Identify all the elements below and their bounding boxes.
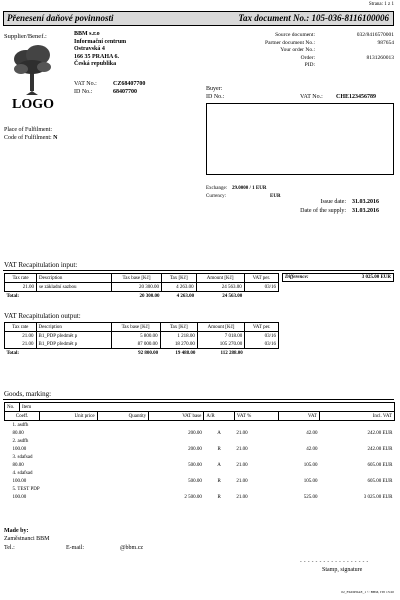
table-row: 21.00 B1_PDP předmět p 87 000.00 18 270.00 105 270.00 03/16 bbox=[5, 340, 279, 349]
goods-values-row: 80.00 200.00 A 21.00 42.00 242.00 EUR bbox=[12, 430, 393, 436]
your-order-label: Your order No.: bbox=[280, 47, 315, 53]
place-label: Place of Fulfilment: bbox=[4, 127, 52, 133]
tax-document-number: Tax document No.: 105-036-8116100006 bbox=[238, 13, 389, 23]
made-by-label: Made by: bbox=[4, 528, 29, 534]
goods-item-row: 5. TEST PDP bbox=[12, 486, 40, 492]
order-value: 8131260013 bbox=[366, 54, 394, 61]
vat-input-table bbox=[4, 273, 279, 300]
col-vat-rate: VAT % bbox=[234, 412, 278, 421]
document-header bbox=[3, 11, 394, 26]
document-title: Přenesení daňové povinnosti bbox=[7, 13, 114, 23]
goods-table bbox=[4, 402, 395, 501]
col-vat-period: VAT per. bbox=[244, 274, 278, 283]
goods-values-row: 100.00 2 500.00 R 21.00 525.00 3 025.00 EUR bbox=[12, 494, 393, 500]
supplier-line4: 166 35 PRAHA 6. bbox=[74, 53, 119, 60]
issue-date: 31.03.2016 bbox=[352, 199, 379, 205]
buyer-address-box bbox=[206, 103, 394, 175]
col-quantity: Quantity bbox=[97, 412, 149, 421]
col-no: No. bbox=[5, 403, 20, 412]
your-order-value bbox=[320, 47, 394, 55]
total-row: Total: 20 300.00 4 263.00 24 563.00 bbox=[5, 292, 279, 301]
difference-label: Difference: bbox=[285, 275, 309, 280]
supplier-name: BBM s.r.o bbox=[74, 31, 100, 37]
code-value: N bbox=[53, 135, 58, 141]
goods-values-row: 100.00 500.00 R 21.00 105.00 605.00 EUR bbox=[12, 478, 393, 484]
total-row: Total: 92 800.00 19 488.00 112 288.00 bbox=[5, 349, 279, 358]
supply-date: 31.03.2016 bbox=[352, 208, 379, 214]
vat-output-title: VAT Recapitulation output: bbox=[4, 312, 81, 320]
exchange-label: Exchange: bbox=[206, 186, 228, 191]
goods-item-row: 4. sdafsad bbox=[12, 470, 33, 476]
goods-item-row: 1. asdfh bbox=[12, 422, 29, 428]
supplier-address bbox=[74, 31, 126, 69]
footer-code: 02_FKDPDAE_1 © BBM, IT0 13:20 bbox=[341, 590, 394, 594]
col-unit-price: Unit price bbox=[40, 412, 98, 421]
table-row: 21.00 se základní sazbou 20 300.00 4 263.00 24 563.00 03/16 bbox=[5, 283, 279, 292]
difference-value: 3 025.00 EUR bbox=[361, 275, 391, 280]
supplier-id: 68407700 bbox=[113, 89, 137, 95]
docinfo-labels bbox=[215, 32, 315, 70]
goods-values-row: 80.00 500.00 A 21.00 105.00 605.00 EUR bbox=[12, 462, 393, 468]
buyer-id-label: ID No.: bbox=[206, 94, 225, 100]
goods-item-row: 3. sdafsad bbox=[12, 454, 33, 460]
page-number: Strana: 1 z 1 bbox=[368, 2, 394, 7]
col-coeff: Coeff. bbox=[5, 412, 40, 421]
goods-item-row: 2. asdfh bbox=[12, 438, 29, 444]
supplier-vat-label: VAT No.: bbox=[74, 81, 97, 87]
vat-output-table: Tax rate Description Tax base [Kč] Tax [Kč] Amount [Kč] VAT per. 21.00 B1_PDP předmět p 5 800.00 1 218.00 7 018.00 03/16 21.00 B1_PDP předmět p 87 000.00 18 270.00 105 270.00 03/16 Total: 92 800.00 19 488.00 112 288.00 bbox=[4, 322, 279, 357]
col-tax-rate: Tax rate bbox=[5, 274, 37, 283]
buyer-label: Buyer: bbox=[206, 86, 223, 92]
logo-text: LOGO bbox=[12, 97, 55, 112]
order-label: Order: bbox=[300, 54, 315, 61]
col-vat: VAT bbox=[279, 412, 320, 421]
code-label: Code of Fulfilment: bbox=[4, 135, 52, 141]
source-document-label: Source document: bbox=[275, 32, 315, 38]
stamp-label: Stamp, signature bbox=[322, 567, 363, 573]
col-amount: Amount [Kč] bbox=[196, 274, 244, 283]
buyer-vat: CHE123456789 bbox=[336, 94, 377, 100]
currency-value: EUR bbox=[270, 194, 281, 199]
goods-title: Goods, marking: bbox=[4, 390, 52, 398]
partner-document-label: Partner document No.: bbox=[265, 39, 315, 46]
supplier-vat: CZ68407700 bbox=[113, 81, 146, 87]
signature-line: - - - - - - - - - - - - - - - - - - bbox=[300, 560, 369, 565]
place-block bbox=[4, 126, 58, 142]
supply-date-label: Date of the supply: bbox=[300, 208, 346, 214]
col-tax: Tax [Kč] bbox=[161, 274, 196, 283]
col-item: Item bbox=[20, 403, 395, 412]
goods-values-row: 100.00 200.00 R 21.00 42.00 242.00 EUR bbox=[12, 446, 393, 452]
difference-box bbox=[282, 273, 394, 282]
table-row: 21.00 B1_PDP předmět p 5 800.00 1 218.00 7 018.00 03/16 bbox=[5, 332, 279, 341]
supplier-line3: Ostravská 4 bbox=[74, 46, 105, 52]
currency-label: Currency: bbox=[206, 194, 226, 199]
source-document-value: 032/8416570001 bbox=[356, 32, 394, 38]
buyer-vat-label: VAT No.: bbox=[300, 94, 323, 100]
issue-date-label: Issue date: bbox=[320, 199, 346, 205]
tel-label: Tel.: bbox=[4, 545, 15, 551]
col-vat-base: VAT base bbox=[149, 412, 204, 421]
vat-input-title: VAT Recapitulation input: bbox=[4, 261, 78, 269]
docinfo-values bbox=[320, 32, 394, 70]
email-label: E-mail: bbox=[66, 545, 84, 551]
tree-logo-icon bbox=[12, 43, 52, 95]
email-value: @bbm.cz bbox=[120, 545, 144, 551]
supplier-line5: Česká republika bbox=[74, 61, 117, 67]
pid-value bbox=[320, 62, 394, 70]
supplier-id-label: ID No.: bbox=[74, 89, 93, 95]
supplier-label: Supplier/Benef.: bbox=[4, 33, 47, 40]
partner-document-value: 987654 bbox=[377, 39, 394, 46]
col-ar: A/R bbox=[204, 412, 235, 421]
supplier-line2: Informační centrum bbox=[74, 38, 127, 45]
pid-label: PID: bbox=[304, 62, 315, 68]
col-incl-vat: Incl. VAT bbox=[319, 412, 394, 421]
col-tax-base: Tax base [Kč] bbox=[112, 274, 162, 283]
exchange-value: 29.0000 / 1 EUR bbox=[232, 186, 267, 191]
made-by-name: Zaměstnanci BBM bbox=[4, 536, 50, 542]
col-description: Description bbox=[37, 274, 112, 283]
